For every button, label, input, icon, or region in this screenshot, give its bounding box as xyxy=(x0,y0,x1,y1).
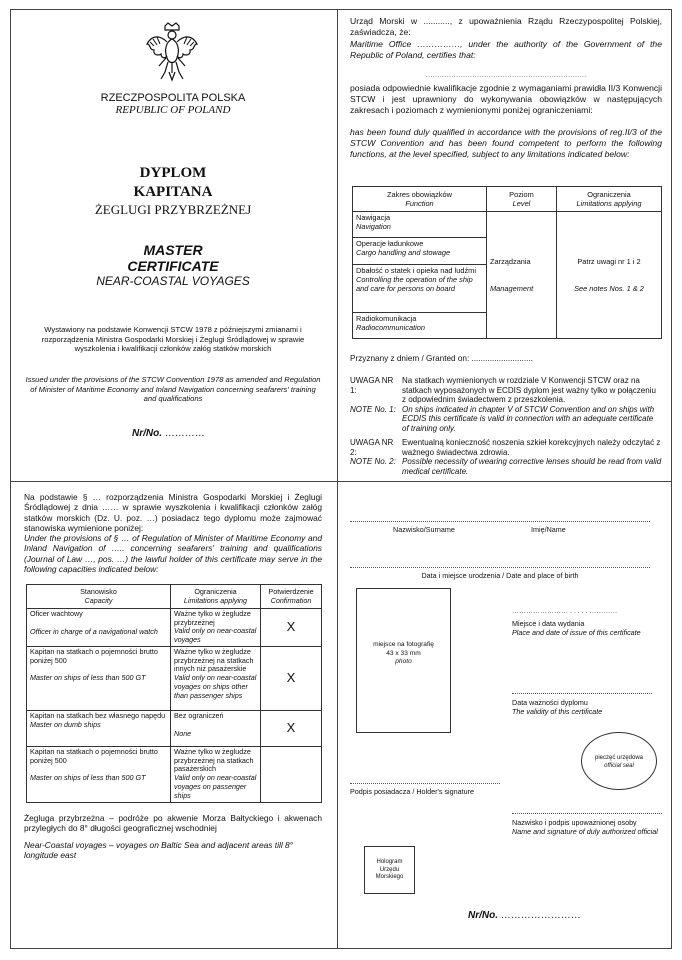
hologram-label-3: Morskiego xyxy=(375,874,404,880)
functions-table xyxy=(352,186,662,339)
note-1-label-en: NOTE No. 1: xyxy=(350,404,396,414)
function-cell: Operacje ładunkowe Cargo handling and stowage xyxy=(353,238,487,265)
header-function: Zakres obowiązków Function xyxy=(353,187,487,212)
title-kapitana: KAPITANA xyxy=(133,184,213,200)
nr-value-dots: ………… xyxy=(162,428,205,439)
table-row xyxy=(27,609,322,647)
limitation-cell: Bez ograniczeń None xyxy=(171,711,261,747)
official-signature-label-pl: Nazwisko i podpis upoważnionej osoby xyxy=(512,818,637,827)
country-name-en: REPUBLIC OF POLAND xyxy=(115,104,231,116)
table-row xyxy=(27,747,322,803)
function-cell: Dbałość o statek i opieka nad ludźmi Controlling the operation of the ship and care for persons on board xyxy=(353,265,487,313)
note-2-label-pl: UWAGA NR 2: xyxy=(350,438,394,457)
note-1-text-en: On ships indicated in chapter V of STCW Convention and on ships with ECDIS this certificate is valid in connection with an adequate certificate of training only. xyxy=(402,404,655,433)
photo-label-pl: miejsce na fotografię xyxy=(373,641,434,648)
validity-label-en: The validity of this certificate xyxy=(512,707,603,716)
note-2-text-pl: Ewentualną konieczność noszenia szkieł korekcyjnych należy odczytać z ważnego świadectwa zdrowia. xyxy=(402,438,661,457)
certifies-intro-pl: Urząd Morski w ..........., z upoważnienia Rządu Rzeczypospolitej Polskiej, zaświadcza, że: xyxy=(350,16,662,37)
qualified-text-en: has been found duly qualified in accordance with the provisions of reg.II/3 of the STCW Convention and has been found competent to perform the following functions, at the level specified, subject to any limitations indicated below: xyxy=(350,127,662,159)
issued-under-pl: Wystawiony na podstawie Konwencji STCW 1978 z późniejszymi zmianami i rozporządzenia Ministra Gospodarki Morskiej i Żeglugi Śródlądowej w sprawie wyszkolenia i kwalifikacji członków załóg statków morskich xyxy=(41,325,305,353)
issue-place-label-en: Place and date of issue of this certificate xyxy=(512,628,641,637)
holder-signature-label: Podpis posiadacza / Holder's signature xyxy=(350,787,475,796)
official-seal-placeholder xyxy=(581,732,657,790)
note-2-text-en: Possible necessity of wearing corrective lenses should be read from valid medical certificate. xyxy=(402,457,662,476)
near-coastal-definition-en: Near-Coastal voyages – voyages on Baltic Sea and adjacent areas till 8° longitude east xyxy=(24,840,294,861)
photo-size: 43 x 33 mm xyxy=(386,649,421,657)
official-signature-label-en: Name and signature of duly authorized official xyxy=(512,827,658,836)
note-1-label-pl: UWAGA NR 1: xyxy=(350,376,394,395)
table-row xyxy=(353,212,662,238)
polish-eagle-emblem xyxy=(145,22,199,82)
nr-value-dots-back: …………………… xyxy=(498,910,581,921)
confirmation-mark: X xyxy=(261,647,322,711)
nr-label-back: Nr/No. xyxy=(468,910,498,921)
fold-line-vertical xyxy=(337,9,338,949)
seal-label-en: official seal xyxy=(604,762,634,769)
qualified-text-pl: posiada odpowiednie kwalifikacje zgodnie z wymaganiami prawidła II/3 Konwencji STCW i jest uprawniony do wykonywania obowiązków w następujących zakresach i poziomach z wymienionymi poniżej ograniczeniami: xyxy=(350,83,662,115)
confirmation-mark: X xyxy=(261,711,322,747)
header-confirmation: Potwierdzenie Confirmation xyxy=(261,585,322,609)
issued-under-en: Issued under the provisions of the STCW Convention 1978 as amended and Regulation of Minister of Maritime Economy and Inland Navigation concerning seafarers' training and qualifications xyxy=(25,375,321,403)
header-limitations: Ograniczenia Limitations applying xyxy=(557,187,662,212)
issue-place-label-pl: Miejsce i data wydania xyxy=(512,619,585,628)
certificate-number-back xyxy=(468,910,581,921)
near-coastal-definition-pl: Żegluga przybrzeżna – podróże po akwenie Morza Bałtyckiego i akwenach przyległych do 8° długości geograficznej wschodniej xyxy=(24,813,322,834)
first-name-label: Imię/Name xyxy=(531,525,566,534)
seal-label-pl: pieczęć urzędowa xyxy=(594,755,644,761)
title-zeglugi: ŻEGLUGI PRZYBRZEŻNEJ xyxy=(94,202,252,217)
level-cell: Zarządzania Management xyxy=(487,212,557,339)
header-capacity: Stanowisko Capacity xyxy=(27,585,171,609)
note-2-label-en: NOTE No. 2: xyxy=(350,457,396,467)
en-title-certificate: CERTIFICATE xyxy=(127,258,219,274)
photo-label-en: photo xyxy=(395,658,412,665)
confirmation-mark: X xyxy=(261,609,322,647)
surname-label: Nazwisko/Surname xyxy=(393,525,455,534)
capacities-table xyxy=(26,584,322,803)
validity-label-pl: Data ważności dyplomu xyxy=(512,698,588,707)
table-row xyxy=(27,647,322,711)
note-1-text-pl: Na statkach wymienionych w rozdziale V Konwencji STCW oraz na statkach wyposażonych w ECDIS dyplom jest ważny tylko w połączeniu z odpowiednim świadectwem z przeszkolenia. xyxy=(402,376,656,405)
note-1 xyxy=(350,376,662,434)
function-cell: Radiokomunikacja Radiocommunication xyxy=(353,313,487,339)
limitation-cell: Ważne tylko w żegludze przybrzeżnej na statkach innych niż pasażerskie Valid only on near-coastal voyages on ships other than passenger ships xyxy=(171,647,261,711)
title-dyplom: DYPLOM xyxy=(139,165,207,181)
birth-line xyxy=(350,566,650,568)
capacity-cell: Kapitan na statkach o pojemności brutto poniżej 500 Master on ships of less than 500 GT xyxy=(27,647,171,711)
hologram-placeholder xyxy=(364,846,415,894)
country-name-pl: RZECZPOSPOLITA POLSKA xyxy=(100,92,246,104)
header-level: Poziom Level xyxy=(487,187,557,212)
capacity-cell: Kapitan na statkach o pojemności brutto poniżej 500 Master on ships of less than 500 GT xyxy=(27,747,171,803)
granted-on: Przyznany z dniem / Granted on: ........................... xyxy=(350,354,533,363)
limitation-cell: Ważne tylko w żegludze przybrzeżnej na statkach pasażerskich Valid only on near-coastal voyages on passenger ships xyxy=(171,747,261,803)
validity-line xyxy=(512,692,652,694)
official-signature-line xyxy=(512,812,662,814)
issue-place-dots: …………………… . . . . . ………… xyxy=(512,608,618,615)
hologram-label-1: Hologram xyxy=(376,859,403,865)
certificate-number xyxy=(132,428,205,439)
name-line xyxy=(350,520,650,522)
note-2 xyxy=(350,438,662,476)
holder-signature-line xyxy=(350,782,500,784)
en-title-near-coastal: NEAR-COASTAL VOYAGES xyxy=(96,274,250,288)
hologram-label-2: Urzędu xyxy=(379,866,400,873)
fold-line-horizontal xyxy=(10,481,672,482)
function-cell: Nawigacja Navigation xyxy=(353,212,487,238)
header-limitations: Ograniczenia Limitations applying xyxy=(171,585,261,609)
photo-placeholder xyxy=(356,588,451,733)
limitation-cell: Ważne tylko w żegludze przybrzeżnej Valid only on near-coastal voyages xyxy=(171,609,261,647)
certifies-intro-en: Maritime Office ……………, under the authority of the Government of the Republic of Poland, certifies that: xyxy=(350,39,662,60)
nr-label: Nr/No. xyxy=(132,428,162,439)
functions-table-header xyxy=(353,187,662,212)
holder-name-dots: …………………………………………………………… xyxy=(425,72,587,79)
capacities-table-header xyxy=(27,585,322,609)
capacities-intro-en: Under the provisions of § … of Regulation of Minister of Maritime Economy and Inland Navigation of ….. concerning seafarers' training and qualifications (Journal of Law …, pos. …) the lawful holder of this certificate may serve in the following capacities indicated below: xyxy=(24,533,322,574)
capacity-cell: Oficer wachtowy Officer in charge of a navigational watch xyxy=(27,609,171,647)
limitations-cell: Patrz uwagi nr 1 i 2 See notes Nos. 1 & 2 xyxy=(557,212,662,339)
en-title-master: MASTER xyxy=(143,242,203,258)
capacity-cell: Kapitan na statkach bez własnego napędu Master on dumb ships xyxy=(27,711,171,747)
table-row xyxy=(27,711,322,747)
birth-label: Data i miejsce urodzenia / Date and place of birth xyxy=(421,571,579,580)
confirmation-mark xyxy=(261,747,322,803)
capacities-intro-pl: Na podstawie § … rozporządzenia Ministra Gospodarki Morskiej i Żeglugi Śródlądowej z dnia …… w sprawie wyszkolenia i kwalifikacji członków załóg statków morskich (Dz. U. poz. …) posiadacz tego dyplomu może zajmować stanowiska wymienione poniżej: xyxy=(24,492,322,533)
